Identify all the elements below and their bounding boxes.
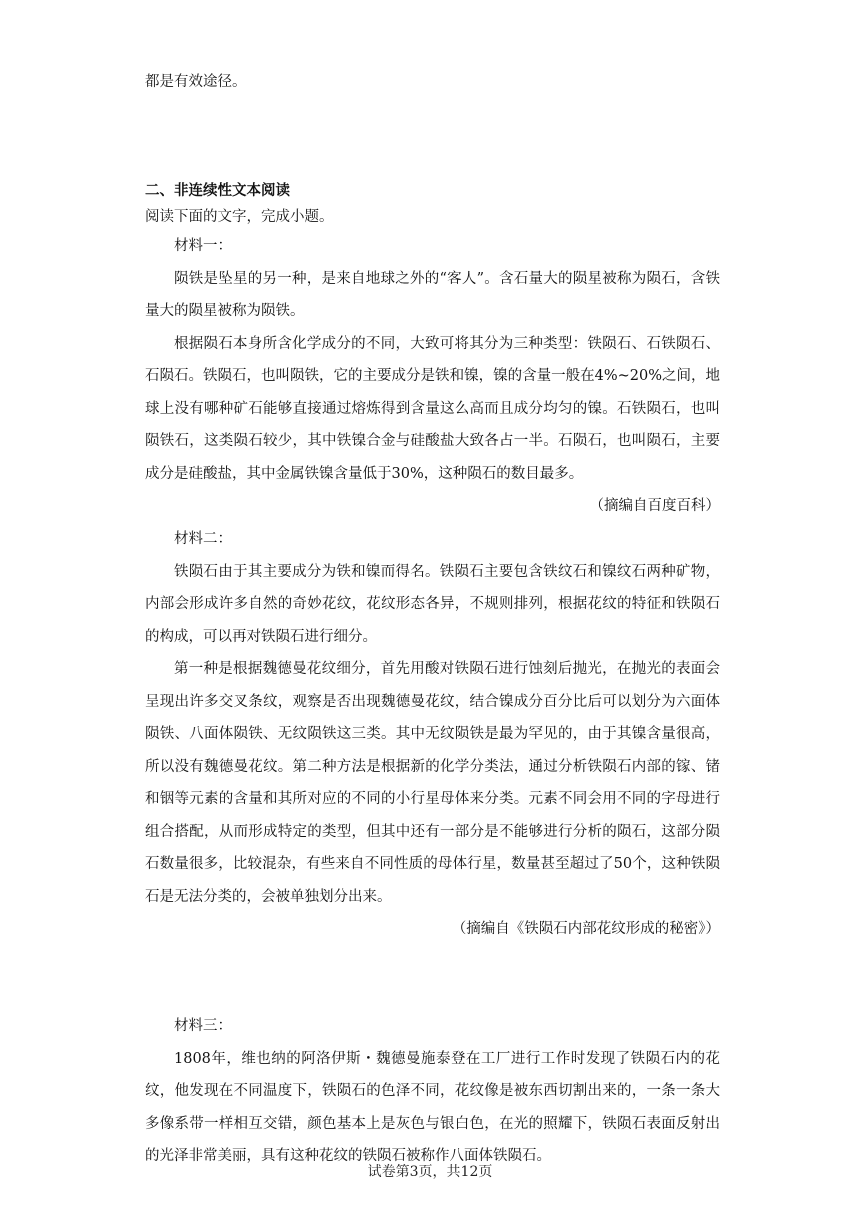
material-1-label: 材料一： bbox=[174, 238, 232, 254]
material-3-label: 材料三： bbox=[174, 1018, 232, 1034]
page-footer: 试卷第3页，共12页 bbox=[367, 1164, 493, 1180]
material-2-paragraph: 第一种是根据魏德曼花纹细分，首先用酸对铁陨石进行蚀刻后抛光，在抛光的表面会呈现出许多交叉条纹，观察是否出现魏德曼花纹，结合镍成分百分比后可以划分为六面体陨铁、八面体陨铁、无纹陨铁这三类。其中无纹陨铁是最为罕见的，由于其镍含量很高，所以没有魏德曼花纹。第二种方法是根据新的化学分类法，通过分析铁陨石内部的镓、锗和铟等元素的含量和其所对应的不同的小行星母体来分类。元素不同会用不同的字母进行组合搭配，从而形成特定的类型，但其中还有一部分是不能够进行分析的陨石，这部分陨石数量很多，比较混杂，有些来自不同性质的母体行星，数量甚至超过了50个，这种铁陨石是无法分类的，会被单独划分出来。 bbox=[145, 661, 720, 905]
material-2-source: （摘编自《铁陨石内部花纹形成的秘密》） bbox=[451, 921, 720, 937]
material-1 bbox=[145, 230, 720, 523]
section-title: 二、非连续性文本阅读 bbox=[145, 183, 290, 199]
material-1-paragraph: 根据陨石本身所含化学成分的不同，大致可将其分为三种类型：铁陨石、石铁陨石、石陨石。铁陨石，也叫陨铁，它的主要成分是铁和镍，镍的含量一般在4%~20%之间，地球上没有哪种矿石能够直接通过熔炼得到含量这么高而且成分均匀的镍。石铁陨石，也叫陨铁石，这类陨石较少，其中铁镍合金与硅酸盐大致各占一半。石陨石，也叫陨石，主要成分是硅酸盐，其中金属铁镍含量低于30%，这种陨石的数目最多。 bbox=[145, 335, 720, 482]
material-1-source: （摘编自百度百科） bbox=[589, 498, 720, 514]
material-2 bbox=[145, 523, 720, 946]
material-3-paragraph: 1808年，维也纳的阿洛伊斯・魏德曼施泰登在工厂进行工作时发现了铁陨石内的花纹，他发现在不同温度下，铁陨石的色泽不同，花纹像是被东西切割出来的，一条一条大多像系带一样相互交错，颜色基本上是灰色与银白色，在光的照耀下，铁陨石表面反射出的光泽非常美丽，具有这种花纹的铁陨石被称作八面体铁陨石。 bbox=[145, 1050, 720, 1164]
top-fragment: 都是有效途径。 bbox=[145, 74, 247, 90]
material-2-label: 材料二： bbox=[174, 531, 232, 547]
material-2-paragraph: 铁陨石由于其主要成分为铁和镍而得名。铁陨石主要包含铁纹石和镍纹石两种矿物，内部会形成许多自然的奇妙花纹，花纹形态各异，不规则排列，根据花纹的特征和铁陨石的构成，可以再对铁陨石进行细分。 bbox=[145, 563, 720, 645]
material-1-paragraph: 陨铁是坠星的另一种，是来自地球之外的“客人”。含石量大的陨星被称为陨石，含铁量大的陨星被称为陨铁。 bbox=[145, 270, 720, 319]
section-instruction: 阅读下面的文字，完成小题。 bbox=[145, 209, 334, 225]
material-3 bbox=[145, 1010, 720, 1173]
